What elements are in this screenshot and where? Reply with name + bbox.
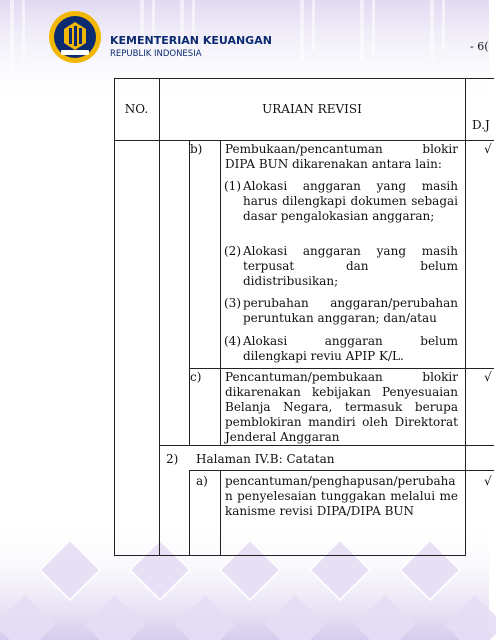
row-text-b-line2: DIPA BUN dikarenakan antara lain:: [225, 157, 442, 171]
row-text-2a: pencantuman/penghapusan/perubahan penyelesaian tunggakan melalui mekanisme revisi DIPA/DIPA BUN: [225, 474, 458, 518]
section-num-2: 2): [166, 452, 179, 466]
row-divider-2: [159, 445, 494, 446]
header-right-partial: D.J: [472, 118, 490, 132]
row-check-2a: √: [484, 474, 492, 488]
col-divider-label: [220, 140, 221, 445]
row-divider-2-sub: [189, 470, 494, 471]
col-divider-sub-lower: [189, 470, 190, 556]
item-num-3: (3): [224, 296, 241, 310]
row-label-c: c): [190, 370, 202, 384]
col-divider-uraian: [465, 78, 466, 556]
section-title-2: Halaman IV.B: Catatan: [196, 452, 335, 466]
item-num-4: (4): [224, 334, 241, 348]
header-no: NO.: [124, 102, 149, 116]
row-text-b-line1: Pembukaan/pencantuman blokir: [225, 142, 458, 156]
table-border-top: [114, 78, 494, 79]
republic-name: REPUBLIK INDONESIA: [110, 49, 202, 59]
revision-table: [114, 78, 494, 556]
col-divider-no: [159, 78, 160, 556]
row-text-c: Pencantuman/pembukaan blokir dikarenakan kebijakan Penyesuaian Belanja Negara, termasuk berupa pemblokiran mandiri oleh Direktorat Jenderal Anggaran: [225, 370, 458, 444]
header-uraian: URAIAN REVISI: [262, 102, 362, 116]
col-divider-sub: [189, 140, 190, 445]
ministry-name: KEMENTERIAN KEUANGAN: [110, 34, 272, 47]
item-num-1: (1): [224, 179, 241, 193]
row-divider-c: [189, 368, 494, 369]
kemenkeu-logo-icon: [48, 10, 102, 64]
item-text-3: perubahan anggaran/perubahan peruntukan anggaran; dan/atau: [243, 296, 458, 325]
row-check-c: √: [484, 370, 492, 384]
table-header-rule: [114, 140, 494, 141]
page-number: - 6(: [470, 40, 489, 53]
item-text-1: Alokasi anggaran yang masih harus dilengkapi dokumen sebagai dasar pengalokasian anggaran;: [243, 179, 458, 223]
row-label-2a: a): [196, 474, 208, 488]
item-text-4: Alokasi anggaran belum dilengkapi reviu APIP K/L.: [243, 334, 458, 363]
table-border-left: [114, 78, 115, 556]
table-border-bottom: [114, 555, 465, 556]
item-num-2: (2): [224, 244, 241, 258]
col-divider-label-lower: [220, 470, 221, 556]
row-check-b: √: [484, 142, 492, 156]
row-label-b: b): [190, 142, 203, 156]
item-text-2: Alokasi anggaran yang masih terpusat dan belum didistribusikan;: [243, 244, 458, 288]
